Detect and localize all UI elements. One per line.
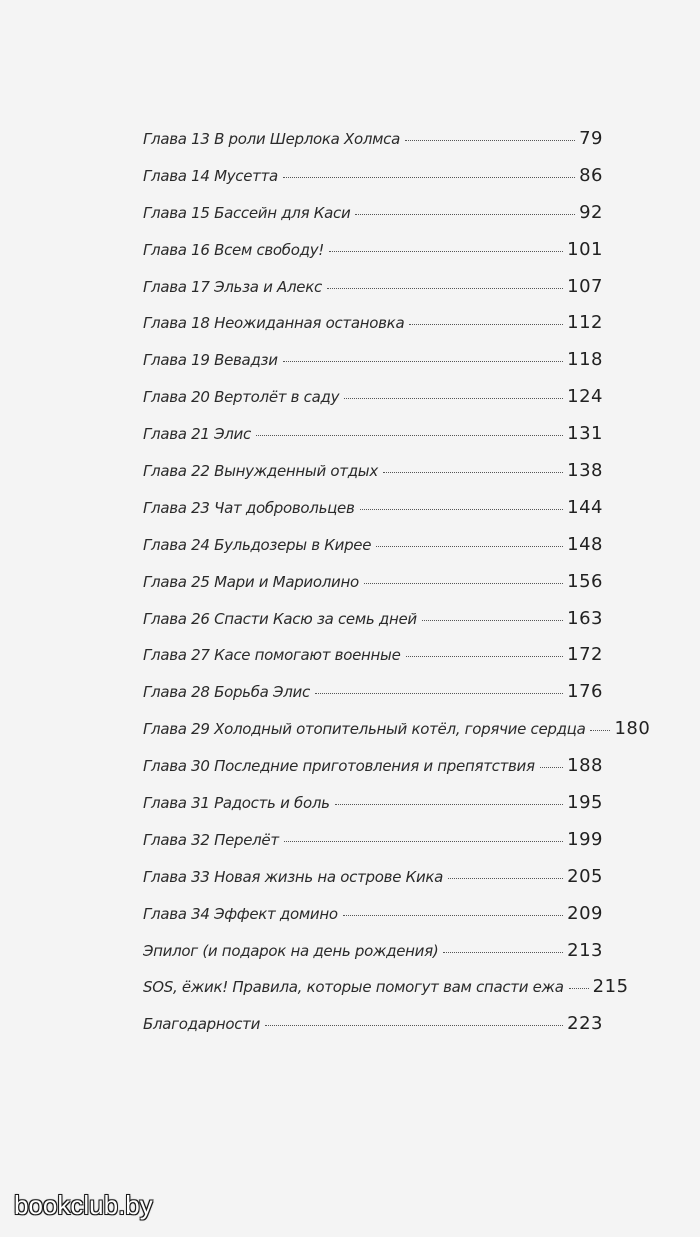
toc-entry — [143, 681, 603, 718]
toc-entry-title: Глава 13 В роли Шерлока Холмса — [143, 130, 401, 148]
toc-entry — [143, 718, 651, 755]
dot-leader — [343, 915, 563, 916]
toc-entry-page: 172 — [567, 644, 603, 666]
toc-entry — [143, 940, 603, 977]
toc-entry-page: 213 — [567, 939, 603, 961]
toc-entry — [143, 460, 603, 497]
toc-entry-title: Глава 19 Вевадзи — [143, 351, 278, 370]
toc-entry-page: 215 — [592, 976, 629, 998]
toc-entry — [143, 976, 629, 1013]
table-of-contents — [143, 128, 651, 1050]
toc-entry-title: Глава 20 Вертолёт в саду — [143, 388, 340, 407]
toc-entry-page: 131 — [567, 423, 603, 445]
dot-leader — [405, 140, 575, 141]
toc-entry — [143, 497, 603, 534]
toc-entry-page: 148 — [567, 533, 603, 555]
toc-entry-title: Благодарности — [143, 1015, 261, 1034]
toc-entry-page: 156 — [567, 570, 603, 592]
toc-entry — [143, 608, 603, 645]
toc-entry-title: Глава 31 Радость и боль — [143, 794, 330, 813]
toc-entry-title: Глава 16 Всем свободу! — [143, 240, 324, 259]
toc-entry-page: 124 — [567, 386, 603, 408]
toc-entry — [143, 755, 603, 792]
dot-leader — [327, 288, 563, 289]
toc-entry-page: 112 — [567, 312, 603, 334]
toc-entry — [143, 903, 603, 940]
toc-entry — [143, 165, 603, 202]
toc-entry-page: 101 — [567, 238, 603, 260]
toc-entry-page: 144 — [567, 496, 603, 518]
toc-entry-page: 118 — [567, 349, 603, 371]
dot-leader — [590, 730, 610, 731]
dot-leader — [569, 988, 589, 989]
toc-entry — [143, 534, 603, 571]
toc-entry-title: Глава 18 Неожиданная остановка — [143, 314, 405, 333]
toc-entry — [143, 571, 603, 608]
toc-entry-page: 107 — [567, 275, 603, 297]
toc-entry — [143, 202, 603, 239]
toc-entry-title: Глава 22 Вынужденный отдых — [143, 462, 378, 481]
toc-entry-title: Глава 34 Эффект домино — [143, 904, 338, 923]
dot-leader — [448, 878, 563, 879]
dot-leader — [540, 767, 563, 768]
watermark: bookclub.by — [14, 1190, 153, 1220]
toc-entry-title: Глава 23 Чат добровольцев — [143, 498, 355, 517]
toc-entry-page: 86 — [579, 164, 603, 186]
toc-entry-title: Глава 17 Эльза и Алекс — [143, 277, 322, 296]
toc-entry-title: Глава 27 Касе помогают военные — [143, 646, 401, 665]
toc-entry — [143, 1013, 603, 1050]
toc-entry-page: 195 — [567, 792, 603, 814]
toc-entry-title: Эпилог (и подарок на день рождения) — [143, 941, 439, 960]
dot-leader — [383, 472, 563, 473]
toc-entry — [143, 423, 603, 460]
toc-entry-title: Глава 15 Бассейн для Каси — [143, 203, 351, 222]
dot-leader — [355, 214, 575, 215]
dot-leader — [344, 398, 563, 399]
dot-leader — [406, 656, 564, 657]
toc-entry — [143, 644, 603, 681]
toc-entry-title: SOS, ёжик! Правила, которые помогут вам спасти ежа — [143, 978, 564, 997]
dot-leader — [376, 546, 563, 547]
toc-entry — [143, 128, 603, 165]
toc-entry-title: Глава 21 Элис — [143, 425, 251, 444]
toc-entry-page: 180 — [614, 718, 651, 740]
toc-entry-title: Глава 30 Последние приготовления и препятствия — [143, 757, 535, 776]
toc-entry — [143, 386, 603, 423]
toc-entry-page: 188 — [567, 755, 603, 777]
toc-entry — [143, 276, 603, 313]
toc-entry-title: Глава 25 Мари и Мариолино — [143, 572, 359, 591]
dot-leader — [335, 804, 563, 805]
dot-leader — [284, 841, 563, 842]
toc-entry-title: Глава 14 Мусетта — [143, 166, 278, 185]
toc-entry-page: 138 — [567, 460, 603, 482]
dot-leader — [283, 177, 575, 178]
toc-entry-title: Глава 29 Холодный отопительный котёл, горячие сердца — [143, 720, 586, 739]
dot-leader — [265, 1025, 563, 1026]
toc-entry-page: 176 — [567, 681, 603, 703]
toc-entry-title: Глава 28 Борьба Элис — [143, 683, 310, 702]
toc-entry — [143, 239, 603, 276]
toc-entry-page: 205 — [567, 865, 603, 887]
toc-entry-title: Глава 32 Перелёт — [143, 830, 279, 849]
dot-leader — [256, 435, 563, 436]
dot-leader — [329, 251, 563, 252]
toc-entry-page: 163 — [567, 607, 603, 629]
toc-entry — [143, 829, 603, 866]
dot-leader — [409, 324, 563, 325]
dot-leader — [283, 361, 564, 362]
dot-leader — [364, 583, 563, 584]
toc-entry-title: Глава 26 Спасти Касю за семь дней — [143, 609, 417, 628]
toc-entry-title: Глава 33 Новая жизнь на острове Кика — [143, 867, 444, 886]
dot-leader — [443, 952, 563, 953]
toc-entry-page: 223 — [567, 1013, 603, 1035]
toc-entry — [143, 792, 603, 829]
toc-entry-page: 79 — [579, 128, 603, 149]
toc-entry-page: 199 — [567, 828, 603, 850]
toc-entry-page: 209 — [567, 902, 603, 924]
dot-leader — [315, 693, 563, 694]
toc-entry-page: 92 — [579, 201, 603, 223]
toc-entry — [143, 349, 603, 386]
dot-leader — [422, 620, 563, 621]
dot-leader — [360, 509, 564, 510]
toc-entry — [143, 312, 603, 349]
toc-entry — [143, 866, 603, 903]
toc-entry-title: Глава 24 Бульдозеры в Кирее — [143, 535, 372, 554]
